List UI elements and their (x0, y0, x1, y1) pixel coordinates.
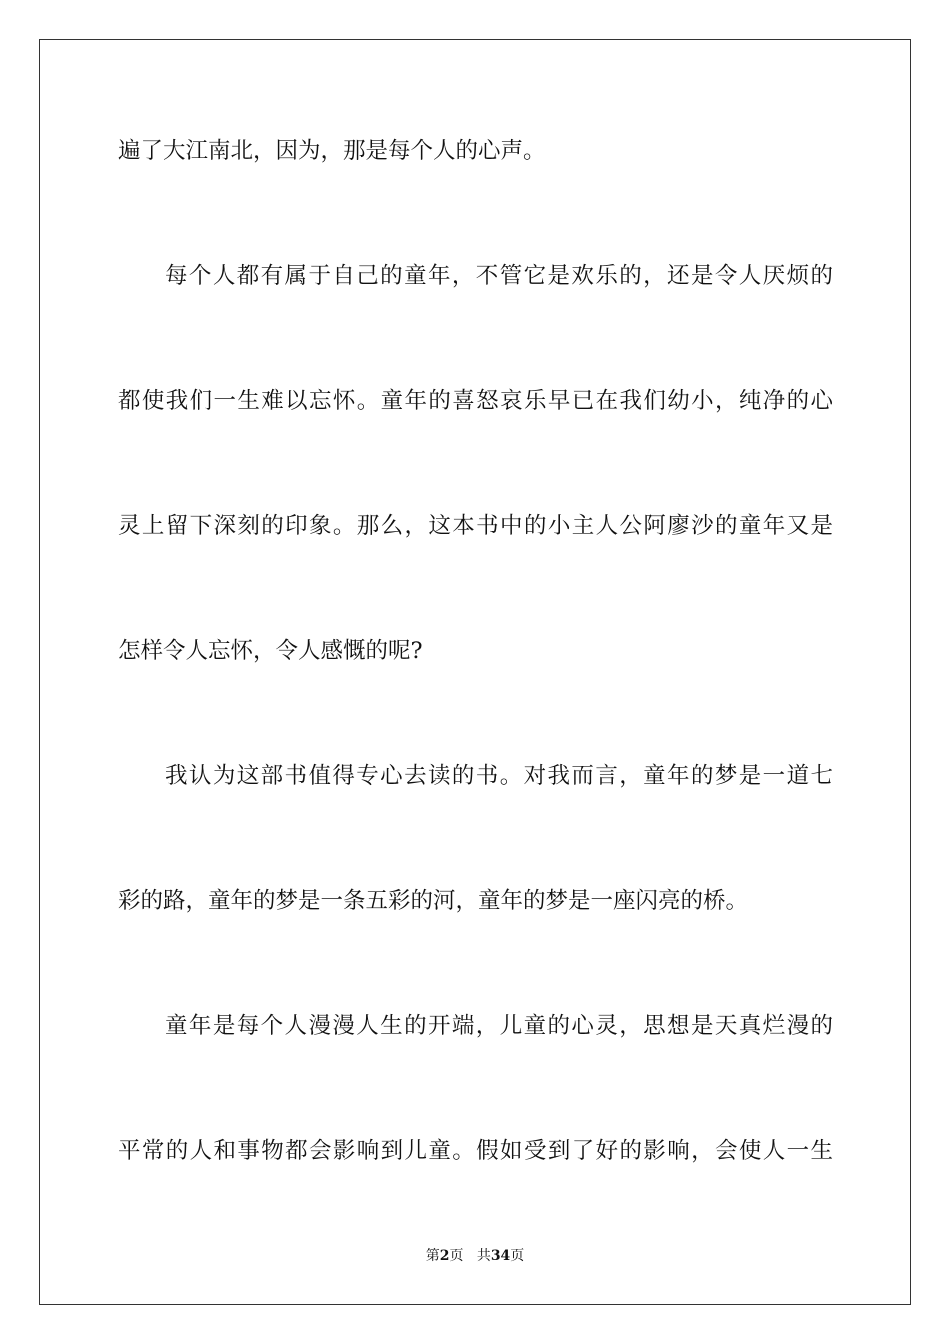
page-border (39, 39, 911, 1305)
paragraph-line-8: 童年是每个人漫漫人生的开端，儿童的心灵，思想是天真烂漫的 (165, 1013, 833, 1039)
footer-page-number: 2 (439, 1248, 450, 1264)
paragraph-line-5: 怎样令人忘怀，令人感慨的呢? (118, 638, 423, 664)
footer-total-pages: 34 (490, 1248, 511, 1264)
paragraph-line-4: 灵上留下深刻的印象。那么，这本书中的小主人公阿廖沙的童年又是 (118, 513, 833, 539)
footer-total-suffix: 页 (510, 1248, 525, 1264)
paragraph-line-9: 平常的人和事物都会影响到儿童。假如受到了好的影响，会使人一生 (118, 1138, 833, 1164)
paragraph-line-6: 我认为这部书值得专心去读的书。对我而言，童年的梦是一道七 (165, 763, 833, 789)
footer-total-prefix: 共 (476, 1248, 491, 1264)
paragraph-line-7: 彩的路，童年的梦是一条五彩的河，童年的梦是一座闪亮的桥。 (118, 888, 749, 914)
paragraph-line-3: 都使我们一生难以忘怀。童年的喜怒哀乐早已在我们幼小，纯净的心 (118, 388, 833, 414)
footer-page-suffix: 页 (449, 1248, 464, 1264)
paragraph-line-2: 每个人都有属于自己的童年，不管它是欢乐的，还是令人厌烦的 (165, 263, 833, 289)
page-footer (0, 1247, 950, 1265)
paragraph-line-1: 遍了大江南北，因为，那是每个人的心声。 (118, 138, 546, 164)
footer-page-prefix: 第 (425, 1248, 440, 1264)
